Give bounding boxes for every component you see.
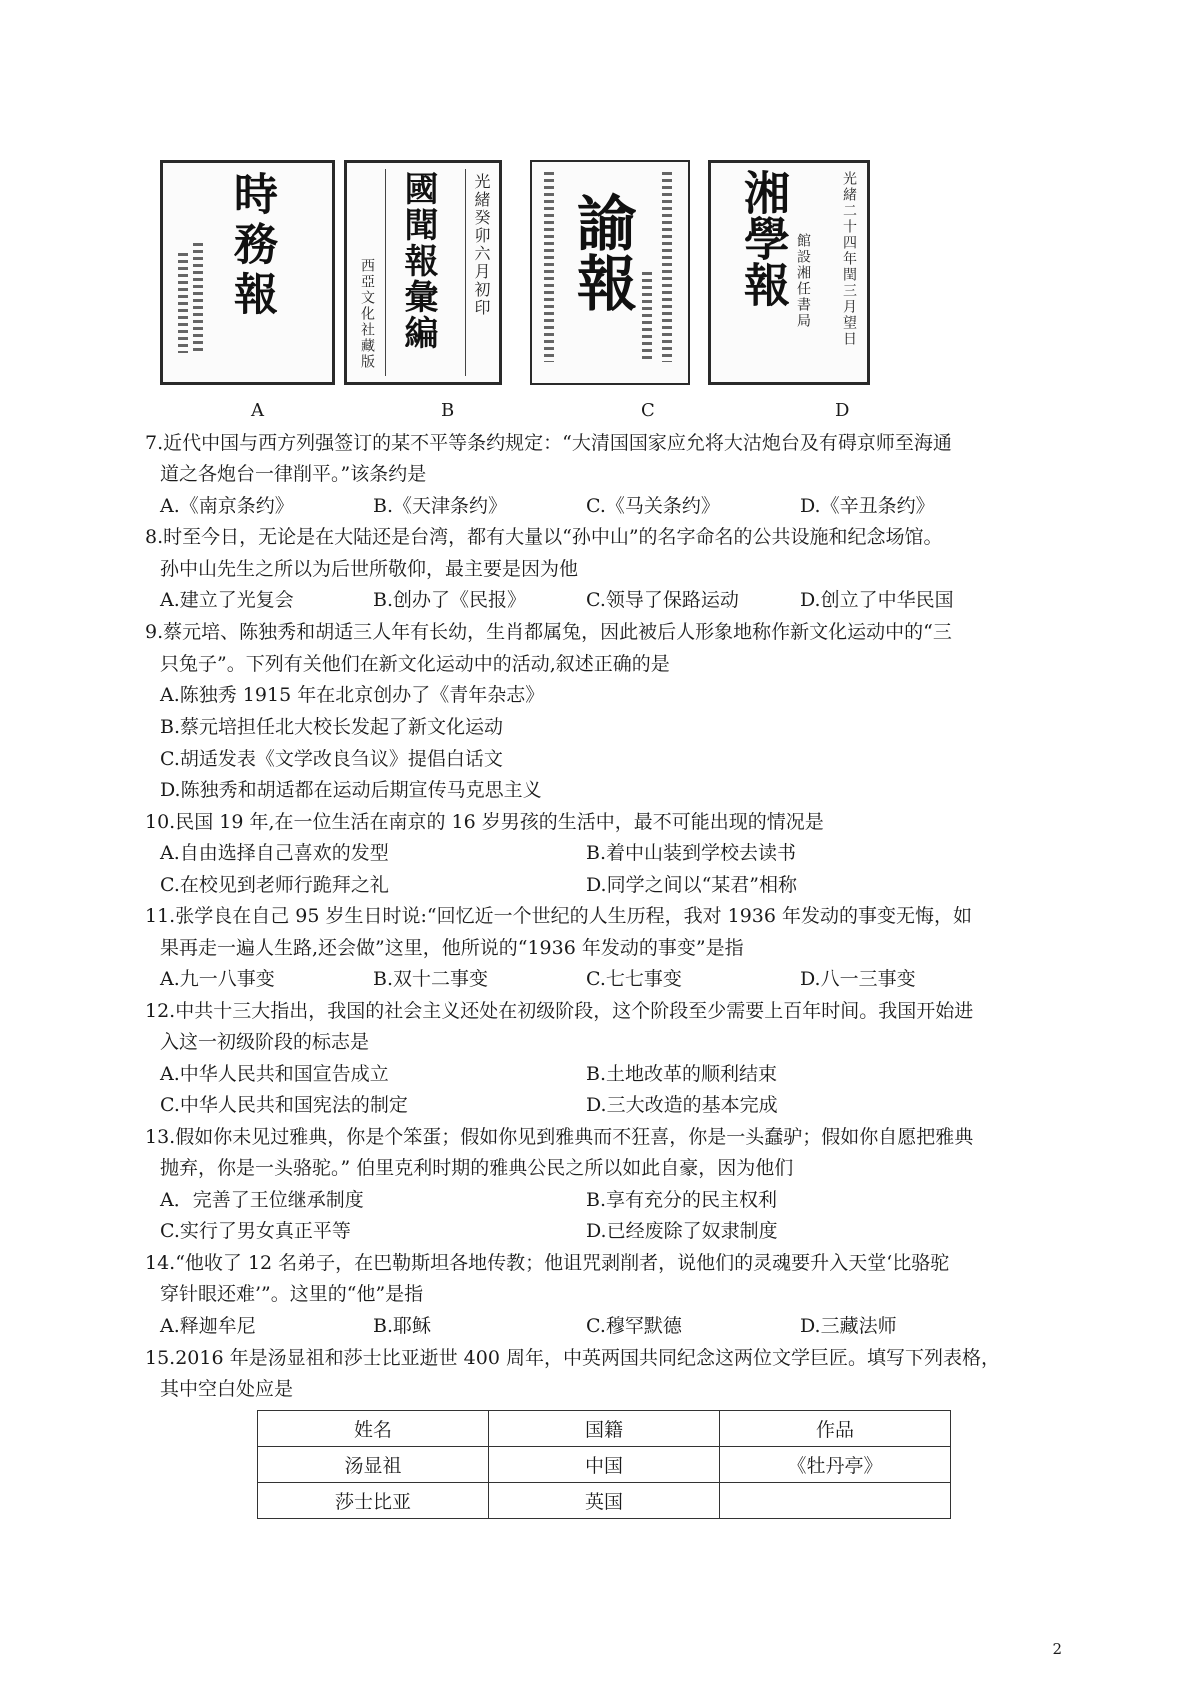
cover-a-side-text-2 bbox=[178, 253, 188, 353]
q9-stem-1: 9.蔡元培、陈独秀和胡适三人年有长幼，生肖都属兔，因此被后人形象地称作新文化运动中的“三 bbox=[145, 621, 952, 643]
q11-option-b: B.双十二事变 bbox=[373, 968, 489, 990]
q12-stem-1: 12.中共十三大指出，我国的社会主义还处在初级阶段，这个阶段至少需要上百年时间。我国开始进 bbox=[145, 1000, 974, 1022]
q13-option-b: B.享有充分的民主权利 bbox=[586, 1189, 778, 1211]
table-row bbox=[258, 1483, 951, 1519]
cover-c-side-text-2 bbox=[662, 172, 672, 362]
q15-stem-2: 其中空白处应是 bbox=[160, 1378, 294, 1400]
q13-option-c: C.实行了男女真正平等 bbox=[160, 1220, 351, 1242]
q11-stem-2: 果再走一遍人生路,还会做”这里，他所说的“1936 年发动的事变”是指 bbox=[160, 937, 744, 959]
table-header-cell: 姓名 bbox=[258, 1411, 489, 1447]
newspaper-covers bbox=[160, 160, 940, 385]
q12-stem-2: 入这一初级阶段的标志是 bbox=[160, 1031, 370, 1053]
q15-table bbox=[257, 1410, 951, 1519]
page-number: 2 bbox=[1052, 1640, 1062, 1658]
q8-option-c: C.领导了保路运动 bbox=[586, 589, 739, 611]
q13-stem-2: 抛弃，你是一头骆驼。” 伯里克利时期的雅典公民之所以如此自豪，因为他们 bbox=[160, 1157, 794, 1179]
q9-stem-2: 只兔子”。下列有关他们在新文化运动中的活动,叙述正确的是 bbox=[160, 653, 670, 675]
cover-label-b: B bbox=[441, 400, 455, 421]
q14-option-b: B.耶稣 bbox=[373, 1315, 432, 1337]
cover-label-d: D bbox=[835, 400, 850, 421]
q11-stem-1: 11.张学良在自己 95 岁生日时说:“回忆近一个世纪的人生历程，我对 1936 年发动的事变无悔，如 bbox=[145, 905, 973, 927]
q10-option-c: C.在校见到老师行跪拜之礼 bbox=[160, 874, 389, 896]
table-cell: 《牡丹亭》 bbox=[719, 1447, 950, 1483]
cover-c-side-text-3 bbox=[642, 272, 652, 362]
table-cell-blank bbox=[719, 1483, 950, 1519]
q9-option-b: B.蔡元培担任北大校长发起了新文化运动 bbox=[160, 716, 504, 738]
cover-a-title: 時務報 bbox=[226, 171, 277, 321]
q8-option-d: D.创立了中华民国 bbox=[800, 589, 954, 611]
cover-label-a: A bbox=[251, 400, 264, 421]
cover-d-side-a: 光緒二十四年閏三月望日 bbox=[841, 171, 857, 347]
table-header-cell: 国籍 bbox=[488, 1411, 719, 1447]
q9-option-a: A.陈独秀 1915 年在北京创办了《青年杂志》 bbox=[160, 684, 545, 706]
q10-option-d: D.同学之间以“某君”相称 bbox=[586, 874, 798, 896]
table-cell: 莎士比亚 bbox=[258, 1483, 489, 1519]
q7-stem-1: 7.近代中国与西方列强签订的某不平等条约规定：“大清国国家应允将大沽炮台及有碍京师至海通 bbox=[145, 432, 952, 454]
cover-a bbox=[160, 160, 335, 385]
q12-option-d: D.三大改造的基本完成 bbox=[586, 1094, 778, 1116]
q7-option-a: A.《南京条约》 bbox=[160, 495, 294, 517]
q8-option-a: A.建立了光复会 bbox=[160, 589, 294, 611]
q10-option-a: A.自由选择自己喜欢的发型 bbox=[160, 842, 389, 864]
q12-option-a: A.中华人民共和国宣告成立 bbox=[160, 1063, 389, 1085]
q14-stem-2: 穿针眼还难’”。这里的“他”是指 bbox=[160, 1283, 424, 1305]
cover-d bbox=[708, 160, 870, 385]
q12-option-b: B.土地改革的顺利结束 bbox=[586, 1063, 778, 1085]
q8-option-b: B.创办了《民报》 bbox=[373, 589, 527, 611]
cover-b-title: 國聞報彙編 bbox=[398, 171, 438, 351]
q15-stem-1: 15.2016 年是汤显祖和莎士比亚逝世 400 周年，中英两国共同纪念这两位文学巨匠。填写下列表格， bbox=[145, 1347, 1000, 1369]
cover-a-side-text bbox=[193, 243, 203, 353]
cover-b-side-b: 西亞文化社藏版 bbox=[359, 258, 375, 370]
q10-option-b: B.着中山装到学校去读书 bbox=[586, 842, 797, 864]
q13-option-d: D.已经废除了奴隶制度 bbox=[586, 1220, 778, 1242]
q13-option-a: A．完善了王位继承制度 bbox=[160, 1189, 364, 1211]
table-header-row bbox=[258, 1411, 951, 1447]
table-row bbox=[258, 1447, 951, 1483]
cover-b bbox=[344, 160, 502, 385]
q7-option-b: B.《天津条约》 bbox=[373, 495, 508, 517]
q8-stem-2: 孙中山先生之所以为后世所敬仰，最主要是因为他 bbox=[160, 558, 579, 580]
q9-option-c: C.胡适发表《文学改良刍议》提倡白话文 bbox=[160, 748, 503, 770]
cover-d-side-b: 館設湘任書局 bbox=[795, 233, 811, 329]
q9-option-d: D.陈独秀和胡适都在运动后期宣传马克思主义 bbox=[160, 779, 542, 801]
cover-b-side-a: 光緒癸卯六月初印 bbox=[472, 173, 491, 317]
q14-option-a: A.释迦牟尼 bbox=[160, 1315, 256, 1337]
cover-c-side-text bbox=[544, 172, 554, 362]
cover-label-c: C bbox=[641, 400, 655, 421]
q11-option-c: C.七七事变 bbox=[586, 968, 682, 990]
q10-stem-1: 10.民国 19 年,在一位生活在南京的 16 岁男孩的生活中，最不可能出现的情况是 bbox=[145, 811, 824, 833]
q11-option-a: A.九一八事变 bbox=[160, 968, 275, 990]
cover-c-title: 諭報 bbox=[567, 192, 637, 312]
table-cell: 英国 bbox=[488, 1483, 719, 1519]
q7-stem-2: 道之各炮台一律削平。”该条约是 bbox=[160, 463, 427, 485]
table-cell: 汤显祖 bbox=[258, 1447, 489, 1483]
q12-option-c: C.中华人民共和国宪法的制定 bbox=[160, 1094, 408, 1116]
table-cell: 中国 bbox=[488, 1447, 719, 1483]
q14-option-c: C.穆罕默德 bbox=[586, 1315, 682, 1337]
table-header-cell: 作品 bbox=[719, 1411, 950, 1447]
q11-option-d: D.八一三事变 bbox=[800, 968, 916, 990]
q8-stem-1: 8.时至今日，无论是在大陆还是台湾，都有大量以“孙中山”的名字命名的公共设施和纪念场馆。 bbox=[145, 526, 943, 548]
q14-stem-1: 14.“他收了 12 名弟子，在巴勒斯坦各地传教；他诅咒剥削者，说他们的灵魂要升入天堂‘比骆驼 bbox=[145, 1252, 950, 1274]
q14-option-d: D.三藏法师 bbox=[800, 1315, 897, 1337]
q13-stem-1: 13.假如你未见过雅典，你是个笨蛋；假如你见到雅典而不狂喜，你是一头蠢驴；假如你自愿把雅典 bbox=[145, 1126, 974, 1148]
q7-option-d: D.《辛丑条约》 bbox=[800, 495, 935, 517]
q7-option-c: C.《马关条约》 bbox=[586, 495, 720, 517]
cover-c bbox=[530, 160, 690, 385]
cover-d-title: 湘學報 bbox=[737, 169, 791, 307]
